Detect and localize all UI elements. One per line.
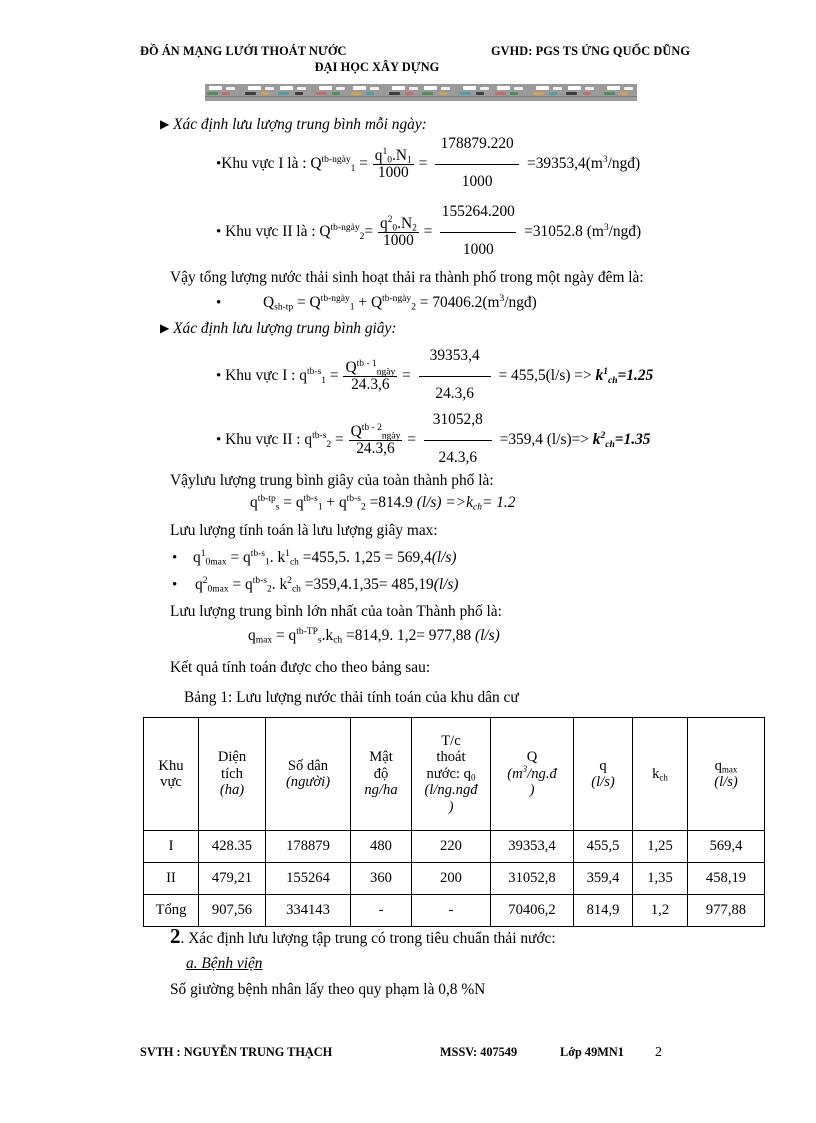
col-header-q: q (l/s) [574,718,633,831]
formula-q1-0max: • $q^1_{0max} = q^{tb-s}_1$. $k^1_{ch} =455,5$. 1,25 = 569,4(l/s) [172,547,457,568]
formula-qtbtp: $q^{tb-tp}_s = q^{tb-s}_1 + q^{tb-s}_2 =814.9$ $(l/s) =>k_{ch}= 1.2$ [250,492,516,513]
formula-q2-0max: • $q^2_{0max} = q^{tb-s}_2$. $k^2_{ch} =359,4.1,35= 485,19(l/s)$ [172,574,459,595]
cell-population: 178879 [266,831,351,863]
round-bullet-icon: • [172,550,178,566]
cell-kch: 1,35 [633,863,688,895]
fraction-39353-24x36: $\frac{39353,4}{24.3,6}$ [415,370,495,384]
cell-zone: Tổng [144,895,199,927]
cell-standard: 200 [412,863,491,895]
fraction-178879x220-1000: $\frac{178879.220}{1000}$ [431,158,523,172]
col-header-population: Số dân (người) [266,718,351,831]
cell-standard: - [412,895,491,927]
round-bullet-icon: • [216,156,222,173]
text-total-second-flow: Vậylưu lượng trung bình giây của toàn thành phố là: [170,472,494,489]
footer-page-number: 2 [655,1045,662,1060]
table [143,717,765,927]
round-bullet-icon: • [216,368,222,385]
text-city-max-flow: Lưu lượng trung bình lớn nhất của toàn Thành phố là: [170,603,502,620]
formula-zone2-daily: • Khu vực II là : $Q^{tb-ngày}_2=$ $\frac{q^2_0.N_2}{1000}$ = $\frac{155264.200}{1000}$ =31052.8 $(m^3/ngđ)$ [216,202,642,258]
cell-qmax: 977,88 [688,895,765,927]
cell-area: 479,21 [199,863,266,895]
col-header-qmax: $q_{max}$ (l/s) [688,718,765,831]
fraction-q0N1-1000: $\frac{q^1_0.N_1}{1000}$ [374,145,412,181]
heading-avg-daily-flow: ▶ Xác định lưu lượng trung bình mỗi ngày: [160,116,427,133]
page-header [140,44,692,75]
formula-zone1-daily: •Khu vực I là : $Q^{tb-ngày}_1$ = $\frac{q^1_0.N_1}{1000}$ = $\frac{178879.220}{1000}$ $=39353,4(m^3/ngđ)$ [216,134,641,190]
round-bullet-icon: • [216,224,222,241]
triangle-bullet-icon: ▶ [160,321,170,335]
flow-results-table [143,717,765,927]
table-body [144,831,765,927]
cell-area: 428.35 [199,831,266,863]
col-header-zone: Khu vực [144,718,199,831]
fraction-31052-24x36: $\frac{31052,8}{24.3,6}$ [420,434,496,448]
text-calc-max-second: Lưu lượng tính toán là lưu lượng giây max: [170,522,438,539]
header-course-title: ĐỒ ÁN MẠNG LƯỚI THOÁT NƯỚC [140,44,347,58]
cell-zone: II [144,863,199,895]
cell-Q: 31052,8 [491,863,574,895]
table-row-total [144,895,765,927]
footer-student-name: SVTH : NGUYỄN TRUNG THẠCH [140,1045,333,1059]
cell-population: 334143 [266,895,351,927]
col-header-Q: Q ($m^3/ng.đ$ ) [491,718,574,831]
col-header-kch: $k_{ch}$ [633,718,688,831]
cell-qmax: 458,19 [688,863,765,895]
cell-q: 814,9 [574,895,633,927]
page-footer [140,1045,695,1061]
cell-Q: 39353,4 [491,831,574,863]
cell-qmax: 569,4 [688,831,765,863]
text-hospital-beds: Số giường bệnh nhân lấy theo quy phạm là 0,8 %N [170,981,486,998]
table-row [144,863,765,895]
formula-zone1-second: • Khu vực I : $q^{tb-s}_1$ = $\frac{Q^{tb - 1}_{ngày}}{24.3,6}$ = $\frac{39353,4}{24.3,6}$ = $455,5(l/s) => k^1_{ch}=1.25$ [216,346,654,402]
cell-population: 155264 [266,863,351,895]
text-total-daily-flow: Vậy tổng lượng nước thải sinh hoạt thải ra thành phố trong một ngày đêm là: [170,269,644,286]
cell-Q: 70406,2 [491,895,574,927]
table-header-row [144,718,765,831]
cell-density: 480 [351,831,412,863]
table-row [144,831,765,863]
col-header-density: Mật độ ng/ha [351,718,412,831]
header-university: ĐẠI HỌC XÂY DỰNG [314,60,440,74]
footer-student-id: MSSV: 407549 [440,1045,518,1059]
formula-zone2-second: • Khu vực II : $q^{tb-s}_2$ = $\frac{Q^{tb - 2}_{ngày}}{24.3,6}$ = $\frac{31052,8}{24.3,6}$ =359,4 $(l/s)=> k^2_{ch}=1.35$ [216,410,651,466]
heading-avg-second-flow: ▶ Xác định lưu lượng trung bình giây: [160,320,397,337]
cell-q: 455,5 [574,831,633,863]
col-header-discharge-standard: T/c thoát nước: $q_0$ (l/ng.ngđ ) [412,718,491,831]
round-bullet-icon: • [216,295,222,311]
footer-class: Lớp 49MN1 [560,1045,624,1059]
triangle-bullet-icon: ▶ [160,117,170,131]
formula-qmax: $q_{max} = q^{tb-TP}_s.k_{ch} =814,9$. 1,2= 977,88 (l/s) [248,625,500,646]
heading-sub-a-hospital: a. Bệnh viện [186,955,263,972]
cell-q: 359,4 [574,863,633,895]
formula-total-qshtp: • $Q_{sh-tp} = Q^{tb-ngày}_1 + Q^{tb-ngày}_2$ = $70406.2(m^3/ngđ)$ [216,292,537,313]
cell-area: 907,56 [199,895,266,927]
fraction-Qtb2-24x36: $\frac{Q^{tb - 2}_{ngày}}{24.3,6}$ [350,421,401,457]
cell-density: - [351,895,412,927]
round-bullet-icon: • [216,432,222,449]
cell-kch: 1,25 [633,831,688,863]
heading-section-2: 2. Xác định lưu lượng tập trung có trong tiêu chuẩn thải nước: [170,924,556,948]
round-bullet-icon: • [172,577,178,593]
fraction-Qtb1-24x36: $\frac{Q^{tb - 1}_{ngày}}{24.3,6}$ [345,357,396,393]
cell-density: 360 [351,863,412,895]
decorative-vehicle-band [205,84,637,101]
fraction-155264x200-1000: $\frac{155264.200}{1000}$ [441,202,515,258]
table-caption: Bảng 1: Lưu lượng nước thải tính toán của khu dân cư [184,689,519,706]
text-results-intro: Kết quả tính toán được cho theo bảng sau: [170,659,431,676]
cell-zone: I [144,831,199,863]
table-head [144,718,765,831]
fraction-q0N2-1000: $\frac{q^2_0.N_2}{1000}$ [379,213,417,249]
cell-kch: 1,2 [633,895,688,927]
header-instructor: GVHD: PGS TS ỨNG QUỐC DŨNG [490,44,690,58]
cell-standard: 220 [412,831,491,863]
col-header-area: Diện tích (ha) [199,718,266,831]
